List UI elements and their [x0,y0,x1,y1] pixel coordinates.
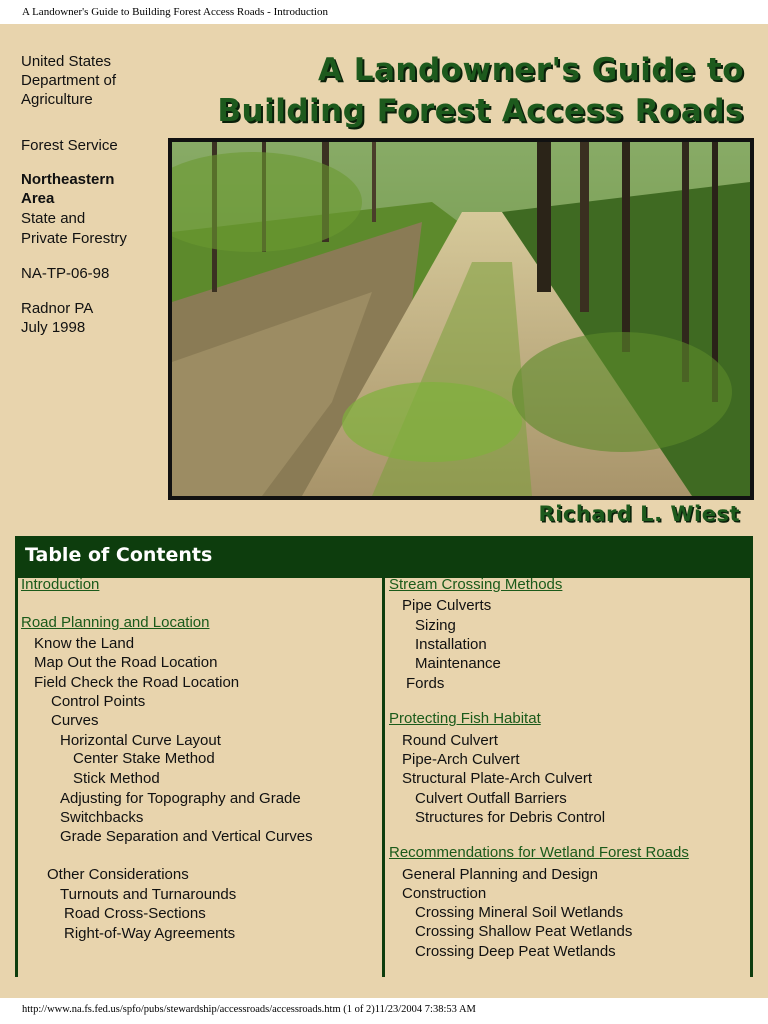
toc-item-stick-method: Stick Method [73,770,160,787]
toc-item-pipe-arch: Pipe-Arch Culvert [402,751,520,768]
window-title: A Landowner's Guide to Building Forest Access Roads - Introduction [22,6,328,18]
toc-item-control-points: Control Points [51,693,146,710]
toc-heading: Table of Contents [15,536,753,574]
toc-item-turnouts: Turnouts and Turnarounds [60,886,237,903]
agency-spf-line1: State and [21,210,86,227]
forest-road-illustration [172,142,750,496]
toc-item-know-land: Know the Land [34,635,135,652]
toc-item-sizing: Sizing [415,617,456,634]
toc-item-outfall-barriers: Culvert Outfall Barriers [415,790,567,807]
browser-title-bar [0,0,768,24]
agency-dept-line3: Agriculture [21,91,93,108]
title-line2: Building Forest Access Roads [217,93,744,129]
toc-link-stream-crossing[interactable]: Stream Crossing Methods [389,576,563,593]
toc-item-right-of-way: Right-of-Way Agreements [64,925,236,942]
toc-item-maintenance: Maintenance [415,655,501,672]
toc-item-structural-plate: Structural Plate-Arch Culvert [402,770,593,787]
agency-dept-line2: Department of [21,72,117,89]
agency-service: Forest Service [21,137,118,154]
agency-dept-line1: United States [21,53,112,70]
page-url-footer: http://www.na.fs.fed.us/spfo/pubs/stewardship/accessroads/accessroads.htm (1 of 2)11/23/2004 7:38:53 AM [22,1004,476,1015]
document-page [0,24,768,998]
toc-item-adjusting: Adjusting for Topography and Grade [60,790,301,807]
toc-column-divider [382,574,385,977]
toc-item-switchbacks: Switchbacks [60,809,144,826]
toc-item-debris-control: Structures for Debris Control [415,809,606,826]
toc-right-border [750,574,753,977]
toc-item-grade-separation: Grade Separation and Vertical Curves [60,828,313,845]
agency-date: July 1998 [21,319,86,336]
agency-doc-number: NA-TP-06-98 [21,265,110,282]
toc-item-horizontal-curve: Horizontal Curve Layout [60,732,221,749]
agency-area-line1: Northeastern [21,171,115,188]
toc-link-protecting-fish[interactable]: Protecting Fish Habitat [389,710,541,727]
title-line1: A Landowner's Guide to [317,52,744,88]
agency-place: Radnor PA [21,300,94,317]
toc-item-shallow-peat: Crossing Shallow Peat Wetlands [415,923,633,940]
toc-item-round-culvert: Round Culvert [402,732,498,749]
forest-road-photo [168,138,754,500]
toc-item-curves: Curves [51,712,99,729]
toc-item-mineral-soil: Crossing Mineral Soil Wetlands [415,904,624,921]
toc-item-deep-peat: Crossing Deep Peat Wetlands [415,943,616,960]
agency-area-line2: Area [21,190,55,207]
author-name: Richard L. Wiest [538,502,740,526]
toc-item-general-planning: General Planning and Design [402,866,598,883]
browser-footer [0,998,768,1024]
toc-item-map-out: Map Out the Road Location [34,654,218,671]
toc-link-introduction[interactable]: Introduction [21,576,100,593]
toc-item-pipe-culverts: Pipe Culverts [402,597,492,614]
agency-spf-line2: Private Forestry [21,230,127,247]
toc-item-cross-sections: Road Cross-Sections [64,905,206,922]
toc-link-wetland[interactable]: Recommendations for Wetland Forest Roads [389,844,689,861]
page-title [217,50,744,132]
toc-item-installation: Installation [415,636,487,653]
toc-item-construction: Construction [402,885,487,902]
toc-item-other-considerations: Other Considerations [47,866,189,883]
toc-item-field-check: Field Check the Road Location [34,674,240,691]
toc-item-fords: Fords [406,675,445,692]
toc-item-center-stake: Center Stake Method [73,750,215,767]
toc-left-border [15,574,18,977]
toc-link-road-planning[interactable]: Road Planning and Location [21,614,210,631]
